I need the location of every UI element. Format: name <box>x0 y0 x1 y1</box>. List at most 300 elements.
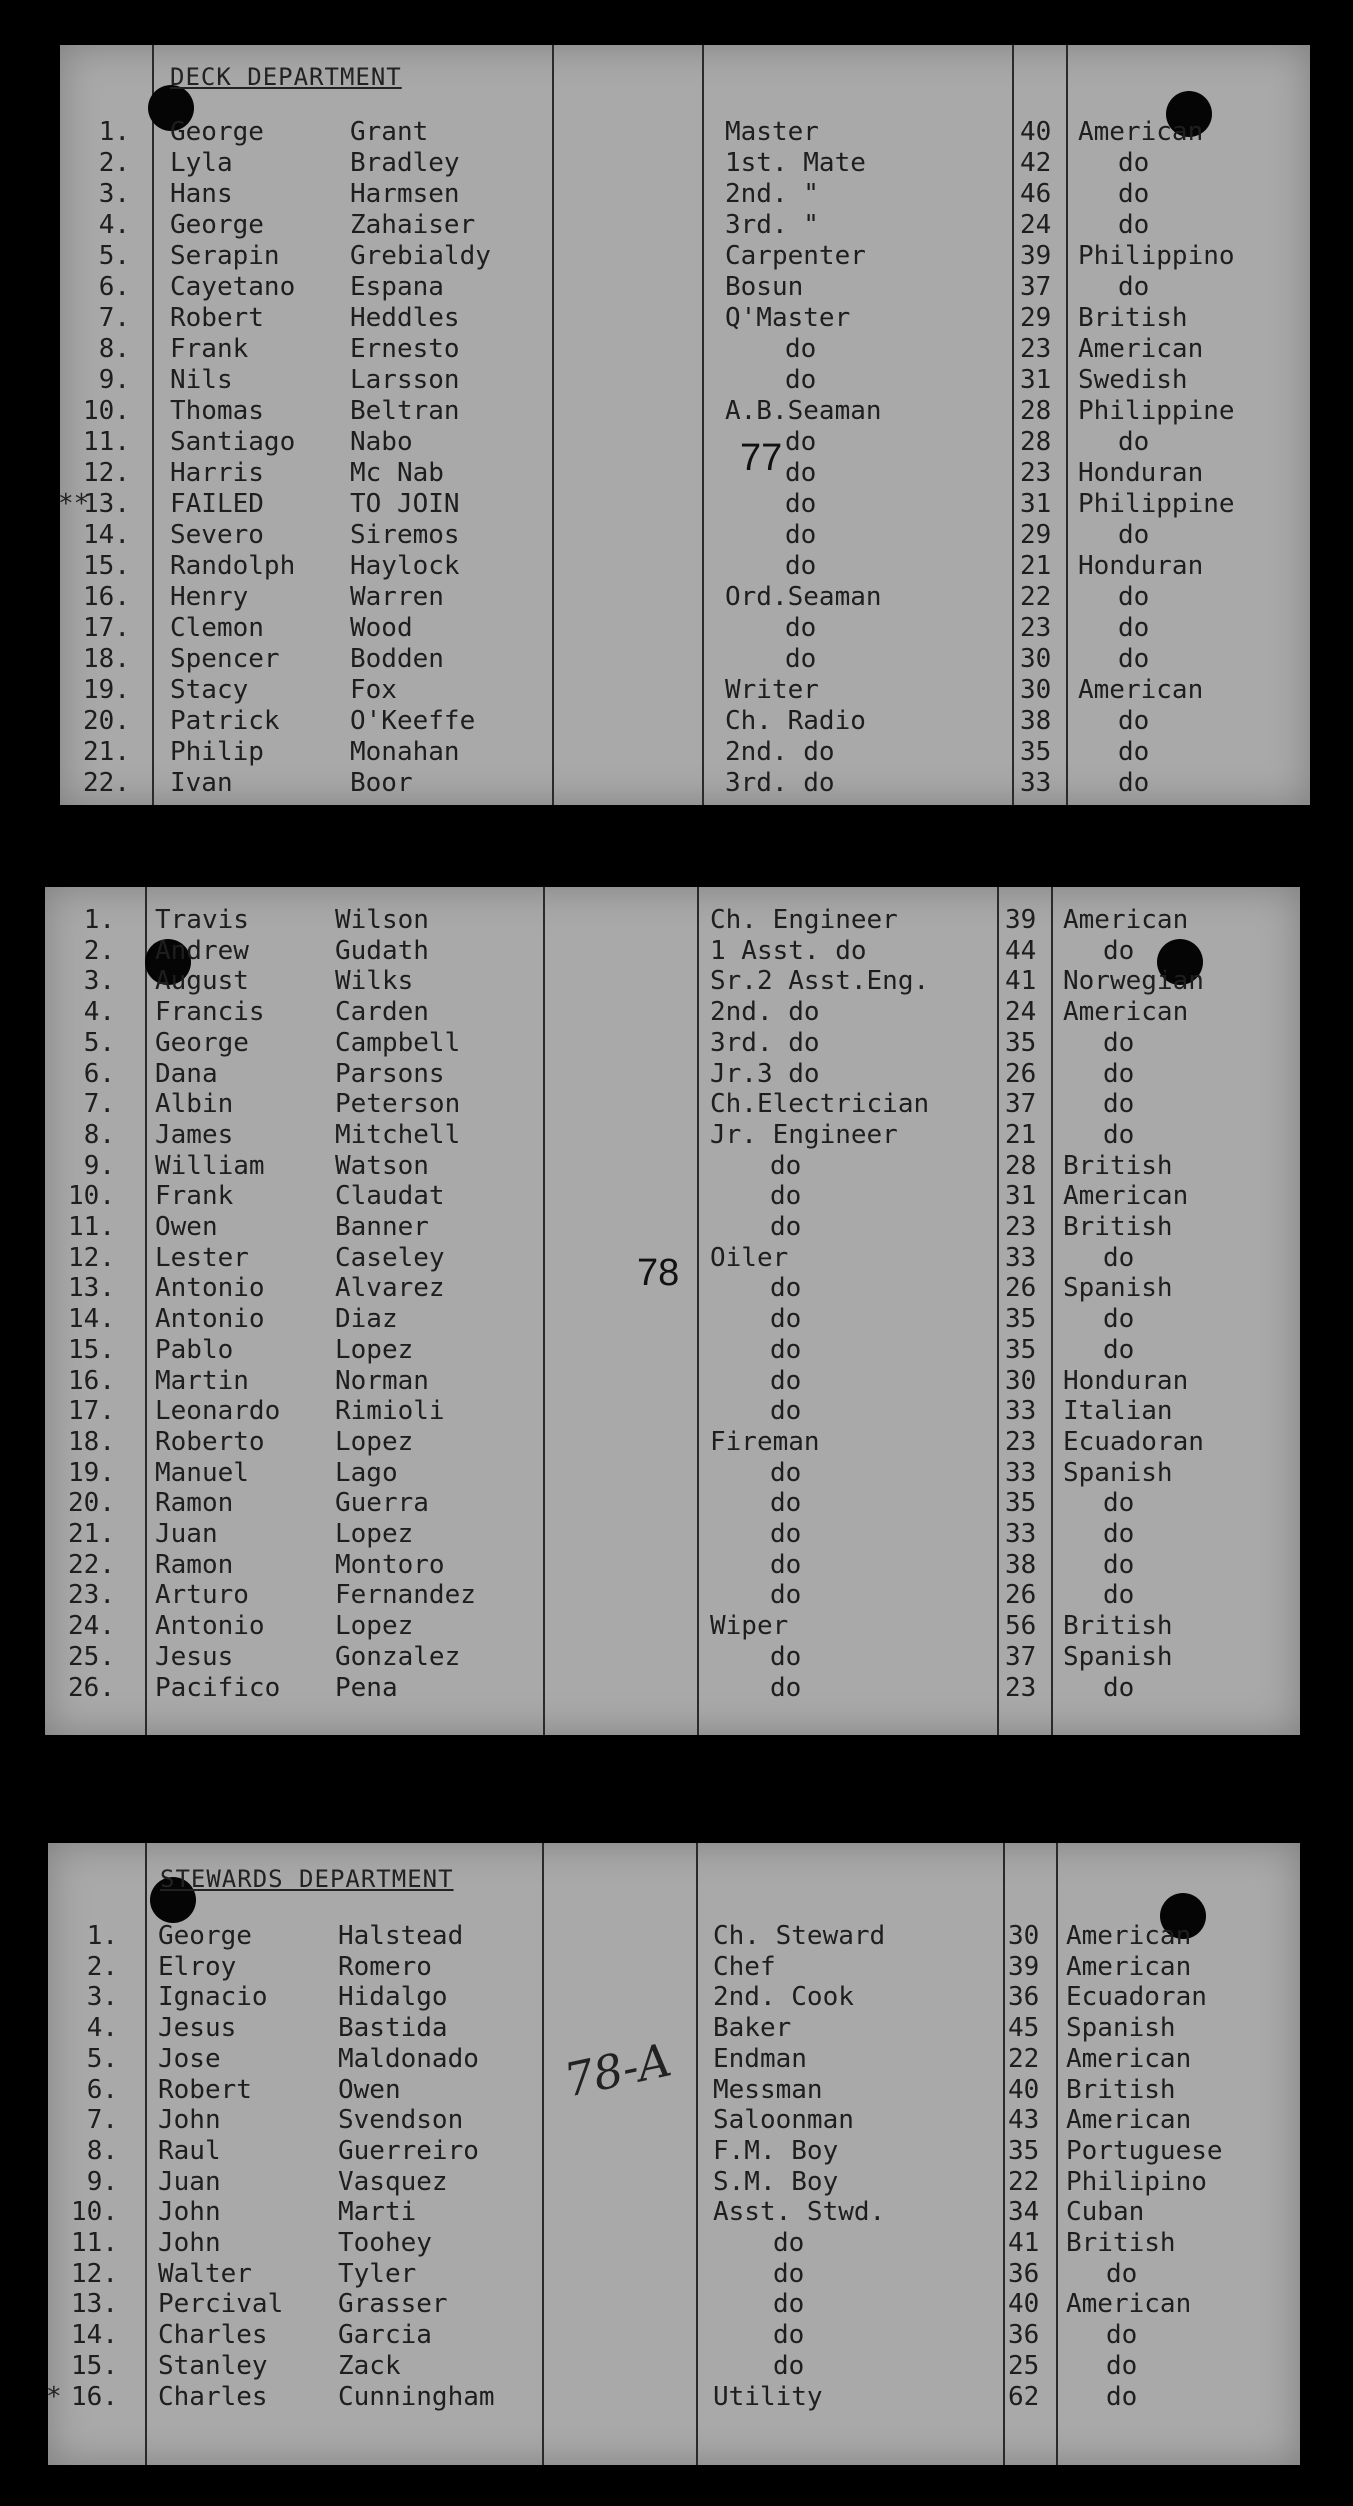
crew-first: Philip <box>170 737 264 767</box>
crew-rank: do <box>785 613 817 643</box>
handwritten-page-number: 78-A <box>559 2032 676 2108</box>
crew-rank: do <box>770 1212 802 1242</box>
crew-row <box>45 1550 1300 1581</box>
crew-last: Watson <box>335 1150 429 1181</box>
crew-last: Garcia <box>338 2320 432 2351</box>
crew-first: Ramon <box>155 1488 234 1519</box>
crew-nat: Philippine <box>1078 489 1235 519</box>
crew-first: Ignacio <box>158 1982 268 2013</box>
crew-num: 12. <box>83 458 130 488</box>
crew-nat: do <box>1103 1242 1135 1273</box>
crew-first: Ramon <box>155 1549 234 1580</box>
crew-age: 21 <box>1005 1119 1037 1150</box>
crew-rank: do <box>785 365 817 395</box>
crew-row <box>48 1921 1300 1952</box>
crew-first: Raul <box>158 2135 221 2166</box>
crew-row <box>60 520 1310 551</box>
crew-num: 13. <box>68 1273 115 1304</box>
crew-num: 19. <box>83 675 130 705</box>
crew-last: Nabo <box>350 427 413 457</box>
crew-first: Patrick <box>170 706 280 736</box>
crew-rank: Fireman <box>710 1426 820 1457</box>
crew-last: Marti <box>338 2197 417 2228</box>
crew-last: Lopez <box>335 1334 414 1365</box>
crew-rank: F.M. Boy <box>713 2135 839 2166</box>
crew-nat: Philippine <box>1078 396 1235 426</box>
crew-rank: 3rd. do <box>710 1027 820 1058</box>
crew-first: Randolph <box>170 551 296 581</box>
crew-age: 35 <box>1005 1488 1037 1519</box>
crew-row <box>45 1089 1300 1120</box>
crew-age: 23 <box>1020 458 1052 488</box>
crew-age: 30 <box>1005 1365 1037 1396</box>
crew-num: 3. <box>83 966 115 997</box>
crew-nat: British <box>1063 1611 1173 1642</box>
crew-first: Manuel <box>155 1457 249 1488</box>
crew-rank: 2nd. " <box>725 179 819 209</box>
crew-rank: do <box>773 2350 805 2381</box>
crew-num: 10. <box>68 1181 115 1212</box>
crew-first: Charles <box>158 2381 268 2412</box>
crew-num: 11. <box>83 427 130 457</box>
crew-last: Halstead <box>338 1921 464 1951</box>
crew-row <box>60 427 1310 458</box>
crew-num: 8. <box>86 2135 118 2166</box>
crew-first: Jesus <box>155 1641 234 1672</box>
crew-first: George <box>155 1027 249 1058</box>
crew-first: Andrew <box>155 935 249 966</box>
crew-row <box>45 1304 1300 1335</box>
crew-rank: do <box>785 427 817 457</box>
crew-age: 21 <box>1020 551 1052 581</box>
crew-rank: A.B.Seaman <box>725 396 882 426</box>
crew-rank: do <box>770 1672 802 1703</box>
crew-last: Bodden <box>350 644 444 674</box>
crew-last: Haylock <box>350 551 460 581</box>
crew-nat: do <box>1106 2381 1138 2412</box>
crew-age: 30 <box>1020 644 1052 674</box>
section-heading: STEWARDS DEPARTMENT <box>160 1865 454 1893</box>
crew-rank: 2nd. do <box>725 737 835 767</box>
crew-last: Lago <box>335 1457 398 1488</box>
crew-nat: Ecuadoran <box>1063 1426 1204 1457</box>
crew-first: August <box>155 966 249 997</box>
crew-last: Pena <box>335 1672 398 1703</box>
crew-rank: do <box>785 551 817 581</box>
crew-nat: do <box>1103 1027 1135 1058</box>
crew-rank: do <box>785 644 817 674</box>
crew-first: John <box>158 2197 221 2228</box>
crew-first: Santiago <box>170 427 296 457</box>
crew-num: 24. <box>68 1611 115 1642</box>
crew-last: Grasser <box>338 2289 448 2320</box>
crew-first: Hans <box>170 179 233 209</box>
crew-first: Juan <box>158 2166 221 2197</box>
crew-rank: do <box>773 2258 805 2289</box>
crew-rank: Master <box>725 117 819 147</box>
crew-last: O'Keeffe <box>350 706 476 736</box>
crew-age: 46 <box>1020 179 1052 209</box>
crew-row <box>60 117 1310 148</box>
crew-first: Jose <box>158 2043 221 2074</box>
crew-first: Harris <box>170 458 264 488</box>
crew-first: Ivan <box>170 768 233 798</box>
crew-row <box>60 675 1310 706</box>
crew-rank: Asst. Stwd. <box>713 2197 886 2228</box>
section-heading: DECK DEPARTMENT <box>170 63 402 91</box>
crew-row <box>60 396 1310 427</box>
crew-row <box>60 613 1310 644</box>
crew-num: 8. <box>98 334 130 364</box>
crew-num: 12. <box>68 1242 115 1273</box>
crew-nat: Honduran <box>1078 458 1204 488</box>
crew-row <box>60 241 1310 272</box>
crew-last: Larsson <box>350 365 460 395</box>
crew-last: Ernesto <box>350 334 460 364</box>
crew-num: 8. <box>83 1119 115 1150</box>
crew-num: 6. <box>86 2074 118 2105</box>
crew-nat: Philipino <box>1066 2166 1207 2197</box>
crew-last: Norman <box>335 1365 429 1396</box>
crew-num: 22. <box>68 1549 115 1580</box>
crew-nat: do <box>1103 1549 1135 1580</box>
crew-rank: Writer <box>725 675 819 705</box>
crew-first: John <box>158 2105 221 2136</box>
crew-num: 12. <box>71 2258 118 2289</box>
crew-nat: British <box>1063 1212 1173 1242</box>
crew-row <box>60 644 1310 675</box>
crew-row <box>48 2197 1300 2228</box>
crew-age: 39 <box>1005 905 1037 935</box>
crew-rank: do <box>770 1365 802 1396</box>
crew-first: John <box>158 2228 221 2258</box>
crew-num: 17. <box>83 613 130 643</box>
crew-nat: do <box>1103 935 1135 966</box>
crew-last: Guerra <box>335 1488 429 1519</box>
crew-row <box>45 1335 1300 1366</box>
crew-nat: Spanish <box>1066 2013 1176 2044</box>
crew-first: Jesus <box>158 2013 237 2044</box>
crew-row <box>45 1212 1300 1243</box>
crew-age: 45 <box>1008 2013 1040 2044</box>
crew-nat: do <box>1106 2320 1138 2351</box>
crew-row <box>45 1488 1300 1519</box>
crew-rank: do <box>770 1549 802 1580</box>
crew-nat: Ecuadoran <box>1066 1982 1207 2013</box>
crew-nat: do <box>1103 1089 1135 1120</box>
crew-row <box>48 2013 1300 2044</box>
crew-last: Carden <box>335 997 429 1028</box>
crew-row <box>45 997 1300 1028</box>
crew-last: Vasquez <box>338 2166 448 2197</box>
crew-num: 4. <box>98 210 130 240</box>
crew-first: Travis <box>155 905 249 935</box>
crew-nat: American <box>1063 997 1189 1028</box>
crew-last: Grebialdy <box>350 241 491 271</box>
crew-first: Percival <box>158 2289 284 2320</box>
crew-age: 37 <box>1005 1089 1037 1120</box>
crew-age: 30 <box>1008 1921 1040 1951</box>
crew-rank: 3rd. do <box>725 768 835 798</box>
crew-row <box>48 1982 1300 2013</box>
crew-rank: Chef <box>713 1951 776 1982</box>
crew-num: 19. <box>68 1457 115 1488</box>
crew-num: 9. <box>86 2166 118 2197</box>
crew-first: Frank <box>170 334 249 364</box>
crew-age: 38 <box>1005 1549 1037 1580</box>
crew-age: 35 <box>1005 1334 1037 1365</box>
crew-num: 16. <box>68 1365 115 1396</box>
crew-num: 6. <box>98 272 130 302</box>
crew-last: Diaz <box>335 1304 398 1335</box>
crew-row <box>60 458 1310 489</box>
crew-rank: Baker <box>713 2013 792 2044</box>
crew-age: 39 <box>1008 1951 1040 1982</box>
crew-rank: do <box>770 1580 802 1611</box>
crew-nat: British <box>1066 2228 1176 2258</box>
crew-last: Wood <box>350 613 413 643</box>
crew-row <box>48 2105 1300 2136</box>
crew-num: 20. <box>83 706 130 736</box>
crew-nat: American <box>1063 905 1189 935</box>
crew-age: 26 <box>1005 1058 1037 1089</box>
crew-row <box>45 1642 1300 1673</box>
crew-age: 28 <box>1005 1150 1037 1181</box>
crew-last: Grant <box>350 117 429 147</box>
crew-last: TO JOIN <box>350 489 460 519</box>
crew-nat: Cuban <box>1066 2197 1145 2228</box>
crew-age: 26 <box>1005 1273 1037 1304</box>
crew-nat: Honduran <box>1063 1365 1189 1396</box>
crew-row <box>45 1181 1300 1212</box>
crew-rank: Ch. Engineer <box>710 905 898 935</box>
crew-age: 40 <box>1020 117 1052 147</box>
crew-nat: do <box>1118 706 1150 736</box>
crew-age: 24 <box>1005 997 1037 1028</box>
crew-row <box>60 489 1310 520</box>
crew-age: 31 <box>1020 365 1052 395</box>
crew-num: 7. <box>86 2105 118 2136</box>
crew-row <box>48 2228 1300 2259</box>
crew-age: 36 <box>1008 2258 1040 2289</box>
crew-nat: do <box>1106 2350 1138 2381</box>
crew-last: Campbell <box>335 1027 461 1058</box>
crew-last: Fox <box>350 675 397 705</box>
crew-last: Boor <box>350 768 413 798</box>
crew-age: 29 <box>1020 520 1052 550</box>
crew-num: 16. <box>83 582 130 612</box>
crew-last: Banner <box>335 1212 429 1242</box>
crew-num: 22. <box>83 768 130 798</box>
crew-row <box>45 1396 1300 1427</box>
crew-age: 22 <box>1020 582 1052 612</box>
crew-age: 23 <box>1005 1212 1037 1242</box>
crew-age: 35 <box>1020 737 1052 767</box>
crew-nat: Spanish <box>1063 1641 1173 1672</box>
crew-age: 40 <box>1008 2289 1040 2320</box>
crew-age: 33 <box>1005 1457 1037 1488</box>
crew-rank: Endman <box>713 2043 807 2074</box>
crew-last: Mitchell <box>335 1119 461 1150</box>
crew-row <box>48 2259 1300 2290</box>
crew-age: 35 <box>1008 2135 1040 2166</box>
crew-nat: do <box>1103 1519 1135 1549</box>
crew-row <box>60 582 1310 613</box>
crew-row <box>45 1120 1300 1151</box>
crew-rank: do <box>773 2289 805 2320</box>
crew-num: 5. <box>98 241 130 271</box>
crew-rank: do <box>770 1641 802 1672</box>
crew-age: 23 <box>1005 1672 1037 1703</box>
crew-rank: Jr.3 do <box>710 1058 820 1089</box>
crew-first: Lyla <box>170 148 233 178</box>
crew-rank: do <box>770 1396 802 1427</box>
crew-nat: do <box>1103 1119 1135 1150</box>
crew-last: Peterson <box>335 1089 461 1120</box>
crew-row <box>45 1273 1300 1304</box>
crew-first: William <box>155 1150 265 1181</box>
crew-age: 26 <box>1005 1580 1037 1611</box>
crew-first: Antonio <box>155 1304 265 1335</box>
crew-rank: Ch.Electrician <box>710 1089 930 1120</box>
crew-age: 33 <box>1005 1396 1037 1427</box>
crew-nat: British <box>1063 1150 1173 1181</box>
crew-num: 2. <box>83 935 115 966</box>
crew-age: 56 <box>1005 1611 1037 1642</box>
crew-age: 43 <box>1008 2105 1040 2136</box>
crew-row <box>60 179 1310 210</box>
crew-row <box>60 737 1310 768</box>
crew-age: 38 <box>1020 706 1052 736</box>
crew-age: 42 <box>1020 148 1052 178</box>
crew-rank: Oiler <box>710 1242 789 1273</box>
crew-num: 1. <box>98 117 130 147</box>
crew-nat: do <box>1118 520 1150 550</box>
crew-first: Walter <box>158 2258 252 2289</box>
crew-num: 7. <box>83 1089 115 1120</box>
crew-nat: do <box>1103 1580 1135 1611</box>
crew-last: Siremos <box>350 520 460 550</box>
crew-rank: do <box>770 1334 802 1365</box>
crew-age: 28 <box>1020 427 1052 457</box>
crew-last: Mc Nab <box>350 458 444 488</box>
crew-first: Robert <box>170 303 264 333</box>
crew-first: James <box>155 1119 234 1150</box>
crew-num: 4. <box>83 997 115 1028</box>
crew-num: 17. <box>68 1396 115 1427</box>
crew-rank: Messman <box>713 2074 823 2105</box>
crew-row <box>45 1580 1300 1611</box>
crew-rank: 2nd. Cook <box>713 1982 854 2013</box>
crew-row <box>45 1151 1300 1182</box>
crew-row <box>45 1519 1300 1550</box>
crew-first: Martin <box>155 1365 249 1396</box>
crew-age: 23 <box>1005 1426 1037 1457</box>
crew-age: 39 <box>1020 241 1052 271</box>
crew-age: 28 <box>1020 396 1052 426</box>
crew-age: 34 <box>1008 2197 1040 2228</box>
crew-nat: Spanish <box>1063 1457 1173 1488</box>
crew-row <box>45 905 1300 936</box>
crew-first: Nils <box>170 365 233 395</box>
crew-last: Tyler <box>338 2258 417 2289</box>
crew-num: 15. <box>68 1334 115 1365</box>
crew-age: 23 <box>1020 613 1052 643</box>
crew-age: 62 <box>1008 2381 1040 2412</box>
crew-nat: Philippino <box>1078 241 1235 271</box>
crew-row <box>45 1366 1300 1397</box>
crew-last: Romero <box>338 1951 432 1982</box>
crew-row <box>60 706 1310 737</box>
crew-num: 18. <box>83 644 130 674</box>
crew-nat: Honduran <box>1078 551 1204 581</box>
crew-num: 21. <box>68 1519 115 1549</box>
crew-row <box>45 936 1300 967</box>
crew-first: Juan <box>155 1519 218 1549</box>
crew-age: 37 <box>1020 272 1052 302</box>
crew-nat: Spanish <box>1063 1273 1173 1304</box>
crew-nat: do <box>1118 179 1150 209</box>
crew-nat: Norwegian <box>1063 966 1204 997</box>
crew-row <box>60 334 1310 365</box>
crew-row <box>45 1458 1300 1489</box>
crew-first: Clemon <box>170 613 264 643</box>
crew-nat: do <box>1118 613 1150 643</box>
crew-num: 3. <box>86 1982 118 2013</box>
crew-first: Pacifico <box>155 1672 281 1703</box>
crew-last: Zahaiser <box>350 210 476 240</box>
crew-rank: 3rd. " <box>725 210 819 240</box>
crew-last: Lopez <box>335 1519 414 1549</box>
crew-row <box>60 551 1310 582</box>
crew-rank: S.M. Boy <box>713 2166 839 2197</box>
crew-first: Elroy <box>158 1951 237 1982</box>
crew-num: 9. <box>83 1150 115 1181</box>
crew-last: Bastida <box>338 2013 448 2044</box>
crew-nat: do <box>1118 272 1150 302</box>
crew-first: George <box>170 117 264 147</box>
crew-last: Beltran <box>350 396 460 426</box>
crew-age: 41 <box>1005 966 1037 997</box>
crew-rank: do <box>770 1519 802 1549</box>
crew-row <box>60 303 1310 334</box>
crew-nat: American <box>1066 1921 1192 1951</box>
crew-num: 20. <box>68 1488 115 1519</box>
crew-row <box>45 966 1300 997</box>
crew-last: Bradley <box>350 148 460 178</box>
crew-rank: Bosun <box>725 272 804 302</box>
crew-rank: do <box>773 2320 805 2351</box>
crew-num: 9. <box>98 365 130 395</box>
crew-num: 11. <box>68 1212 115 1242</box>
crew-num: 15. <box>71 2350 118 2381</box>
crew-nat: do <box>1118 210 1150 240</box>
crew-age: 25 <box>1008 2350 1040 2381</box>
crew-age: 22 <box>1008 2166 1040 2197</box>
crew-last: Owen <box>338 2074 401 2105</box>
crew-num: 13. <box>83 489 130 519</box>
crew-nat: do <box>1103 1334 1135 1365</box>
crew-num: 6. <box>83 1058 115 1089</box>
crew-row <box>60 272 1310 303</box>
crew-age: 33 <box>1020 768 1052 798</box>
crew-num: 18. <box>68 1426 115 1457</box>
crew-nat: do <box>1103 1672 1135 1703</box>
crew-num: 26. <box>68 1672 115 1703</box>
crew-last: Zack <box>338 2350 401 2381</box>
crew-row <box>48 2351 1300 2382</box>
crew-last: Gonzalez <box>335 1641 461 1672</box>
